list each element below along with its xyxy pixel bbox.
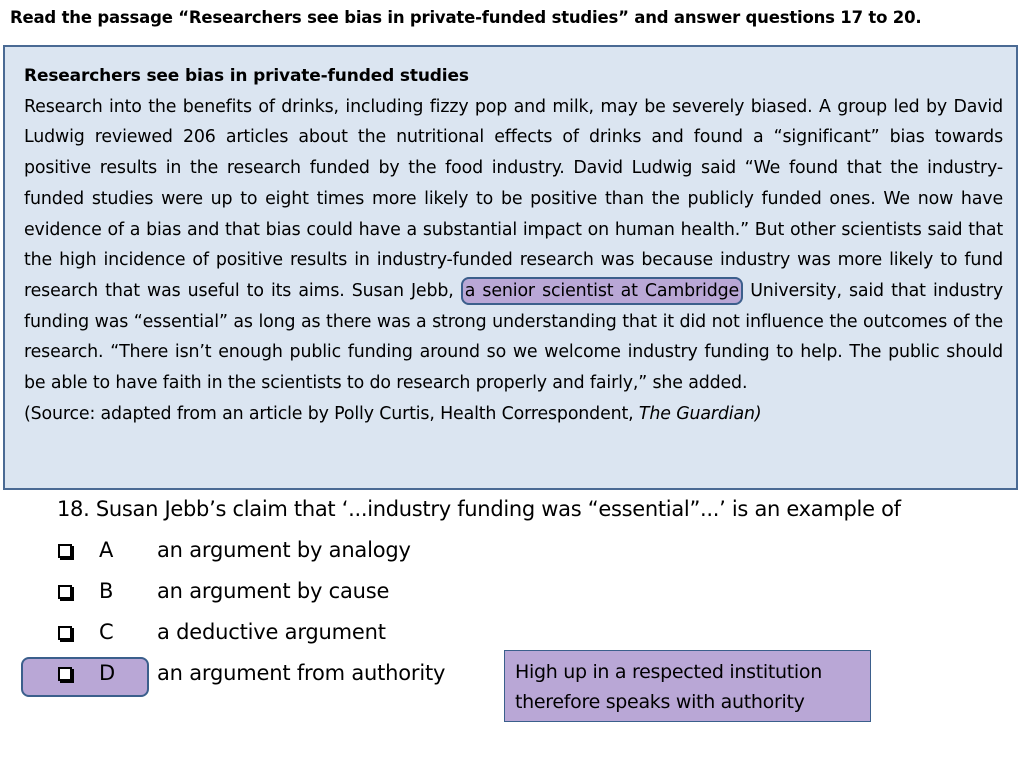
option-text: an argument by cause [157, 579, 390, 603]
option-letter: B [99, 579, 114, 603]
source-prefix: (Source: adapted from an article by Polly Curtis, Health Correspondent, [24, 403, 639, 424]
option-text: a deductive argument [157, 620, 386, 644]
option-text: an argument by analogy [157, 538, 411, 562]
answer-highlight [21, 657, 149, 697]
checkbox-icon[interactable] [58, 626, 72, 640]
option-letter: A [99, 538, 114, 562]
callout-line-2: therefore speaks with authority [515, 691, 805, 713]
highlighted-phrase: a senior scientist at Cambridge [461, 277, 743, 305]
checkbox-icon[interactable] [58, 544, 72, 558]
question-text: 18. Susan Jebb’s claim that ‘...industry funding was “essential”...’ is an example of [57, 497, 901, 521]
callout-line-1: High up in a respected institution [515, 661, 822, 683]
source-publication: The Guardian) [638, 403, 762, 424]
instruction-header: Read the passage “Researchers see bias in private-funded studies” and answer questions 17 to 20. [10, 8, 922, 27]
passage-title: Researchers see bias in private-funded studies [24, 66, 469, 86]
passage-text [24, 61, 1003, 429]
option-text: an argument from authority [157, 661, 446, 685]
passage-body-end: University, said that industry funding was “essential” as long as there was a strong understanding that it did not influence the outcomes of the research. “There isn’t enough public funding around so we welcome industry funding to help. The public should be able to have faith in the scientists to do research properly and fairly,” she added. [24, 280, 1003, 394]
explanation-callout [504, 650, 871, 722]
checkbox-icon[interactable] [58, 585, 72, 599]
passage-body-start: Research into the benefits of drinks, including fizzy pop and milk, may be severely biased. A group led by David Ludwig reviewed 206 articles about the nutritional effects of drinks and found a “significant” bias towards positive results in the research funded by the food industry. David Ludwig said “We found that the industry-funded studies were up to eight times more likely to be positive than the publicly funded ones. We now have evidence of a bias and that bias could have a substantial impact on human health.” But other scientists said that the high incidence of positive results in industry-funded research was because industry was more likely to fund research that was useful to its aims. Susan Jebb, [24, 96, 1003, 301]
passage-box [3, 45, 1018, 490]
option-letter: C [99, 620, 114, 644]
checkbox-icon[interactable] [58, 667, 72, 681]
option-letter: D [99, 661, 116, 685]
passage-source [24, 399, 1003, 430]
